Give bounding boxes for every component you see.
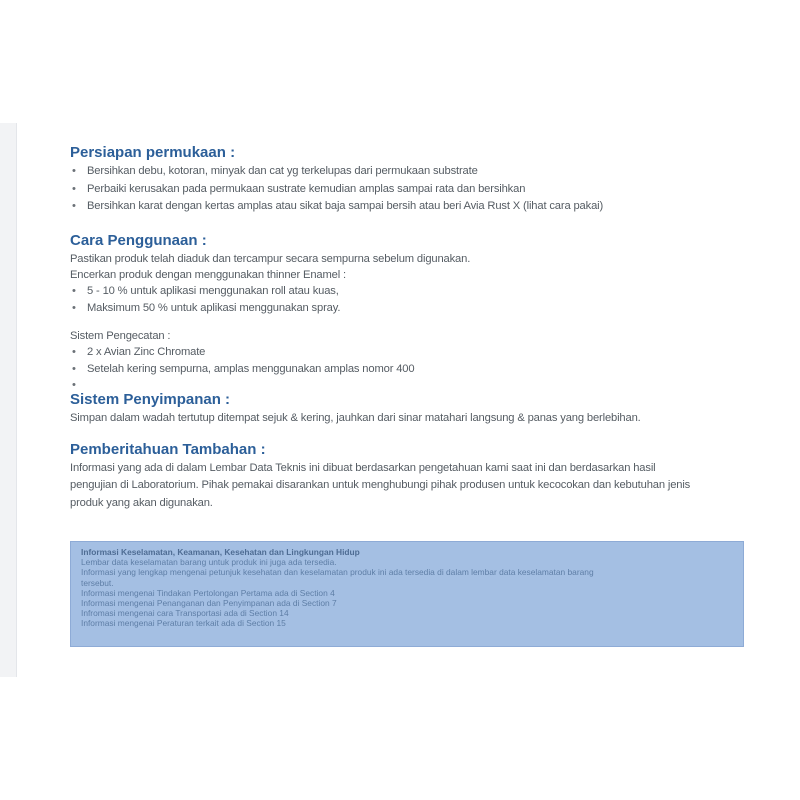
- list-item: [70, 379, 750, 392]
- section-sistem-penyimpanan: [70, 390, 750, 426]
- section-cara-penggunaan: [70, 231, 750, 392]
- info-box-line: Informasi mengenai Tindakan Pertolongan Pertama ada di Section 4: [81, 587, 335, 598]
- list-item: • 5 - 10 % untuk aplikasi menggunakan roll atau kuas,: [70, 283, 750, 301]
- bullet-list: [70, 163, 750, 216]
- section-title: Pemberitahuan Tambahan :: [70, 440, 266, 458]
- paragraph-line: Pastikan produk telah diaduk dan tercampur secara sempurna sebelum digunakan.: [70, 252, 471, 265]
- list-item: • Bersihkan debu, kotoran, minyak dan cat yg terkelupas dari permukaan substrate: [70, 163, 750, 181]
- section-title: Sistem Penyimpanan :: [70, 390, 231, 408]
- paragraph-line: Simpan dalam wadah tertutup ditempat sejuk & kering, jauhkan dari sinar matahari langsung & panas yang berlebihan.: [70, 411, 641, 424]
- list-item: • 2 x Avian Zinc Chromate: [70, 344, 750, 362]
- document-content: [70, 143, 750, 512]
- info-box-line: Informasi mengenai Penanganan dan Penyimpanan ada di Section 7: [81, 598, 337, 609]
- safety-info-box: [70, 541, 744, 647]
- paragraph-line: Informasi yang ada di dalam Lembar Data Teknis ini dibuat berdasarkan pengetahuan kami saat ini dan berdasarkan hasil: [70, 461, 656, 474]
- section-title: Cara Penggunaan :: [70, 231, 207, 249]
- info-box-line: Lembar data keselamatan barang untuk produk ini juga ada tersedia.: [81, 557, 337, 568]
- section-title: Persiapan permukaan :: [70, 144, 236, 161]
- section-pemberitahuan-tambahan: [70, 440, 750, 513]
- info-box-line: tersebut.: [81, 577, 114, 588]
- bullet-list: [70, 344, 750, 392]
- paragraph-line: pengujian di Laboratorium. Pihak pemakai disarankan untuk menghubungi pihak produsen untuk kecocokan dan kebutuhan jenis: [70, 479, 691, 491]
- info-box-title: Informasi Keselamatan, Keamanan, Kesehatan dan Lingkungan Hidup: [81, 547, 360, 557]
- info-box-line: Informasi mengenai Peraturan terkait ada di Section 15: [81, 618, 286, 629]
- paragraph-line: produk yang akan digunakan.: [70, 496, 213, 509]
- list-item: • Perbaiki kerusakan pada permukaan sustrate kemudian amplas sampai rata dan bersihkan: [70, 181, 750, 199]
- list-item: • Maksimum 50 % untuk aplikasi menggunakan spray.: [70, 300, 750, 318]
- sistem-pengecatan-label: Sistem Pengecatan :: [70, 329, 171, 342]
- info-box-line: Infromasi mengenai cara Transportasi ada di Section 14: [81, 608, 289, 619]
- left-page-strip: [0, 123, 17, 677]
- list-item: • Setelah kering sempurna, amplas menggunakan amplas nomor 400: [70, 361, 750, 379]
- section-persiapan-permukaan: [70, 143, 750, 216]
- bullet-list: [70, 283, 750, 318]
- info-box-line: Informasi yang lengkap mengenai petunjuk kesehatan dan keselamatan produk ini ada tersedia di dalam lembar data keselamatan barang: [81, 567, 594, 578]
- list-item: • Bersihkan karat dengan kertas amplas atau sikat baja sampai bersih atau beri Avia Rust X (lihat cara pakai): [70, 198, 750, 216]
- paragraph-line: Encerkan produk dengan menggunakan thinner Enamel :: [70, 268, 346, 281]
